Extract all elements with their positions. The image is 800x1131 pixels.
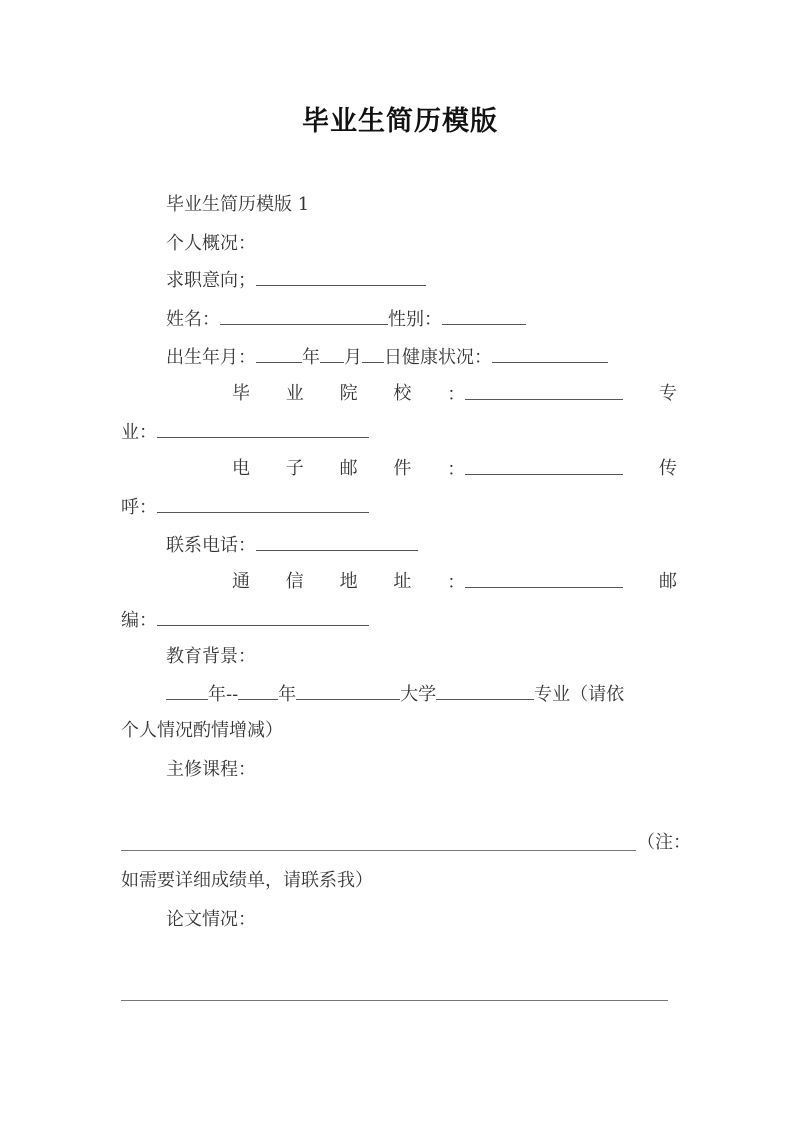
birth-health-row [166,345,608,370]
pager-label: 呼： [121,497,157,518]
pager-row [121,495,369,520]
job-intention-row [166,268,426,293]
edu-end-blank[interactable] [238,682,278,700]
major-row [121,420,369,445]
school-blank[interactable] [465,382,623,400]
school-char-1: 毕 [232,383,250,404]
pager-blank[interactable] [157,495,369,513]
phone-row [166,533,418,558]
job-intention-label: 求职意向； [166,270,256,291]
postcode-row [121,608,369,633]
name-label: 姓名： [166,309,220,330]
courses-label: 主修课程： [166,759,256,780]
birth-month-blank[interactable] [320,345,344,363]
pager-char-1: 传 [658,458,677,479]
resume-heading: 毕业生简历模版 1 [166,194,310,215]
major-blank[interactable] [157,420,369,438]
email-row [232,457,677,482]
address-char-4: 址 [393,571,412,592]
postcode-label: 编： [121,610,157,631]
name-blank[interactable] [220,307,388,325]
education-note: 个人情况酌情增减） [121,720,283,741]
education-row [121,682,681,707]
name-gender-row [166,307,526,332]
postcode-char-1: 邮 [658,571,677,592]
page-title: 毕业生简历模版 [302,106,498,137]
address-blank[interactable] [465,570,623,588]
gender-blank[interactable] [442,307,526,325]
email-colon: ： [447,457,623,482]
email-blank[interactable] [465,457,623,475]
address-row [232,570,677,595]
birth-label: 出生年月： [166,347,256,368]
email-char-2: 子 [285,458,304,479]
health-blank[interactable] [492,345,608,363]
year-label: 年 [302,347,320,368]
edu-major-blank[interactable] [436,682,534,700]
address-char-2: 信 [285,571,304,592]
gender-label: 性别： [388,309,442,330]
transcript-note-start: （ 注 ： [637,832,691,853]
job-intention-blank[interactable] [256,268,426,286]
thesis-label: 论文情况： [166,909,256,930]
school-row [232,382,677,407]
address-char-3: 地 [339,571,358,592]
phone-blank[interactable] [256,533,418,551]
university-label: 大学 [400,684,437,705]
email-char-4: 件 [393,458,412,479]
school-colon: ： [447,382,623,407]
postcode-blank[interactable] [157,608,369,626]
birth-year-blank[interactable] [256,345,302,363]
month-label: 月 [344,347,362,368]
health-label: 日健康状况： [384,347,492,368]
email-char-1: 电 [232,458,250,479]
birth-day-blank[interactable] [362,345,384,363]
transcript-note: 如需要详细成绩单，请联系我） [121,870,373,891]
edu-from-label: 年-- [208,684,239,705]
major-label: 业： [121,422,157,443]
thesis-blank[interactable] [121,1000,668,1001]
major-char-1: 专 [658,383,677,404]
address-char-1: 通 [232,571,250,592]
edu-start-blank[interactable] [166,682,208,700]
school-char-3: 院 [339,383,358,404]
courses-blank[interactable] [121,850,636,851]
education-label: 教育背景： [166,646,256,667]
edu-year-label: 年 [278,684,297,705]
edu-school-blank[interactable] [296,682,400,700]
email-char-3: 邮 [339,458,358,479]
edu-major-label: 专业（请依 [534,684,625,705]
address-colon: ： [447,570,623,595]
school-char-2: 业 [285,383,304,404]
personal-overview-label: 个人概况： [166,233,256,254]
phone-label: 联系电话： [166,535,256,556]
school-char-4: 校 [393,383,412,404]
